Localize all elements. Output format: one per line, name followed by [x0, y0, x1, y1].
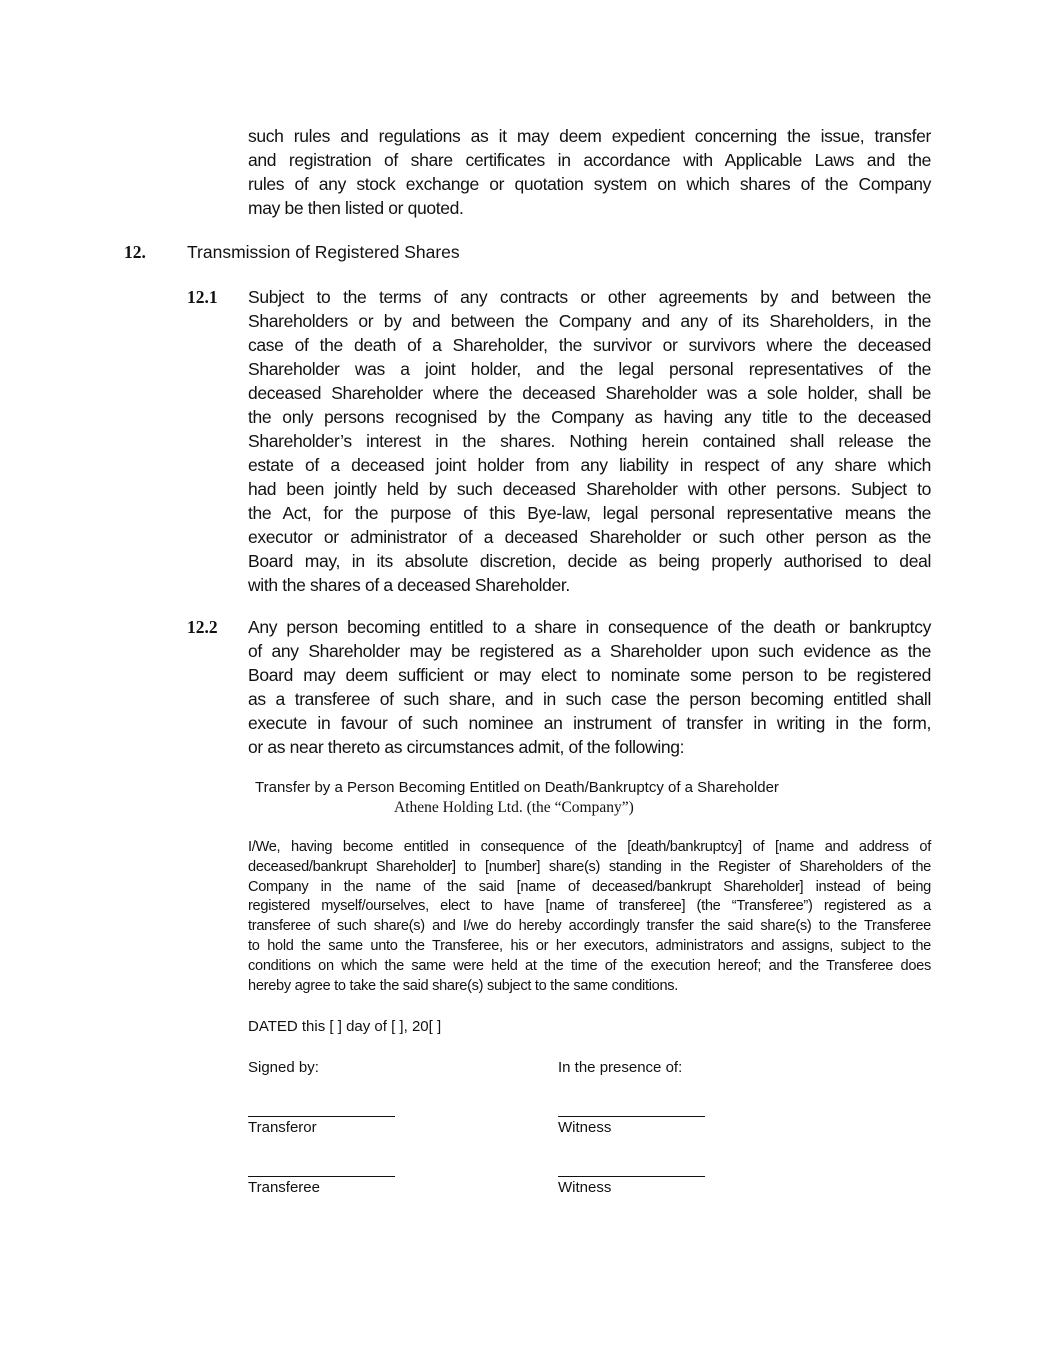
- form-body: [248, 838, 931, 996]
- witness2-label: Witness: [558, 1179, 612, 1196]
- dated-line: DATED this [ ] day of [ ], 20[ ]: [248, 1018, 442, 1035]
- intro-paragraph: [248, 124, 931, 220]
- text-line: had been jointly held by such deceased Shareholder with other persons. Subject to: [248, 479, 931, 499]
- witness2-signature-line: [558, 1176, 705, 1177]
- text-line: Subject to the terms of any contracts or other agreements by and between the: [248, 287, 931, 307]
- presence-label: In the presence of:: [558, 1059, 683, 1076]
- witness1-signature-line: [558, 1116, 705, 1117]
- clause-12-2-text: [248, 615, 931, 759]
- signed-by-label: Signed by:: [248, 1059, 319, 1076]
- text-line: Board may, in its absolute discretion, decide as being properly authorised to deal: [248, 551, 931, 571]
- text-line: transferee of such share(s) and I/we do hereby accordingly transfer the said share(s) to the Transferee: [248, 918, 931, 935]
- text-line: estate of a deceased joint holder from any liability in respect of any share which: [248, 455, 931, 475]
- clause-12-2-number: 12.2: [187, 617, 218, 637]
- clause-12-1-text: [248, 285, 931, 597]
- text-line: such rules and regulations as it may deem expedient concerning the issue, transfer: [248, 126, 931, 146]
- text-line: registered myself/ourselves, elect to have [name of transferee] (the “Transferee”) registered as a: [248, 898, 931, 915]
- clause-12-1-number: 12.1: [187, 287, 218, 307]
- witness1-label: Witness: [558, 1119, 612, 1136]
- transferee-label: Transferee: [248, 1179, 320, 1196]
- text-line: of any Shareholder may be registered as a Shareholder upon such evidence as the: [248, 641, 931, 661]
- text-line: rules of any stock exchange or quotation system on which shares of the Company: [248, 174, 931, 194]
- form-title: Transfer by a Person Becoming Entitled on Death/Bankruptcy of a Shareholder: [255, 779, 779, 796]
- text-line: execute in favour of such nominee an instrument of transfer in writing in the form,: [248, 713, 931, 733]
- text-line: to hold the same unto the Transferee, his or her executors, administrators and assigns, subject to the: [248, 937, 931, 954]
- form-company: Athene Holding Ltd. (the “Company”): [394, 799, 634, 816]
- text-line: Shareholders or by and between the Company and any of its Shareholders, in the: [248, 311, 931, 331]
- transferor-label: Transferor: [248, 1119, 317, 1136]
- text-line: Company in the name of the said [name of deceased/bankrupt Shareholder] instead of being: [248, 878, 931, 895]
- transferee-signature-line: [248, 1176, 395, 1177]
- transferor-signature-line: [248, 1116, 395, 1117]
- text-line: executor or administrator of a deceased Shareholder or such other person as the: [248, 527, 931, 547]
- text-line: Shareholder’s interest in the shares. Nothing herein contained shall release the: [248, 431, 931, 451]
- text-line: conditions on which the same were held at the time of the execution hereof; and the Transferee does: [248, 957, 931, 974]
- text-line: the Act, for the purpose of this Bye-law, legal personal representative means the: [248, 503, 931, 523]
- section-title: Transmission of Registered Shares: [187, 242, 460, 262]
- text-line: hereby agree to take the said share(s) subject to the same conditions.: [248, 977, 679, 994]
- text-line: Shareholder was a joint holder, and the legal personal representatives of the: [248, 359, 931, 379]
- text-line: case of the death of a Shareholder, the survivor or survivors where the deceased: [248, 335, 931, 355]
- text-line: the only persons recognised by the Company as having any title to the deceased: [248, 407, 931, 427]
- text-line: may be then listed or quoted.: [248, 198, 464, 218]
- text-line: deceased Shareholder where the deceased Shareholder was a sole holder, shall be: [248, 383, 931, 403]
- section-number: 12.: [124, 242, 146, 262]
- text-line: as a transferee of such share, and in such case the person becoming entitled shall: [248, 689, 931, 709]
- text-line: I/We, having become entitled in consequence of the [death/bankruptcy] of [name and address of: [248, 839, 931, 855]
- text-line: with the shares of a deceased Shareholder.: [248, 575, 570, 595]
- text-line: and registration of share certificates in accordance with Applicable Laws and the: [248, 150, 931, 170]
- text-line: or as near thereto as circumstances admit, of the following:: [248, 737, 685, 757]
- text-line: deceased/bankrupt Shareholder] to [number] share(s) standing in the Register of Shareholders of the: [248, 858, 931, 875]
- text-line: Any person becoming entitled to a share in consequence of the death or bankruptcy: [248, 617, 931, 637]
- text-line: Board may deem sufficient or may elect to nominate some person to be registered: [248, 665, 931, 685]
